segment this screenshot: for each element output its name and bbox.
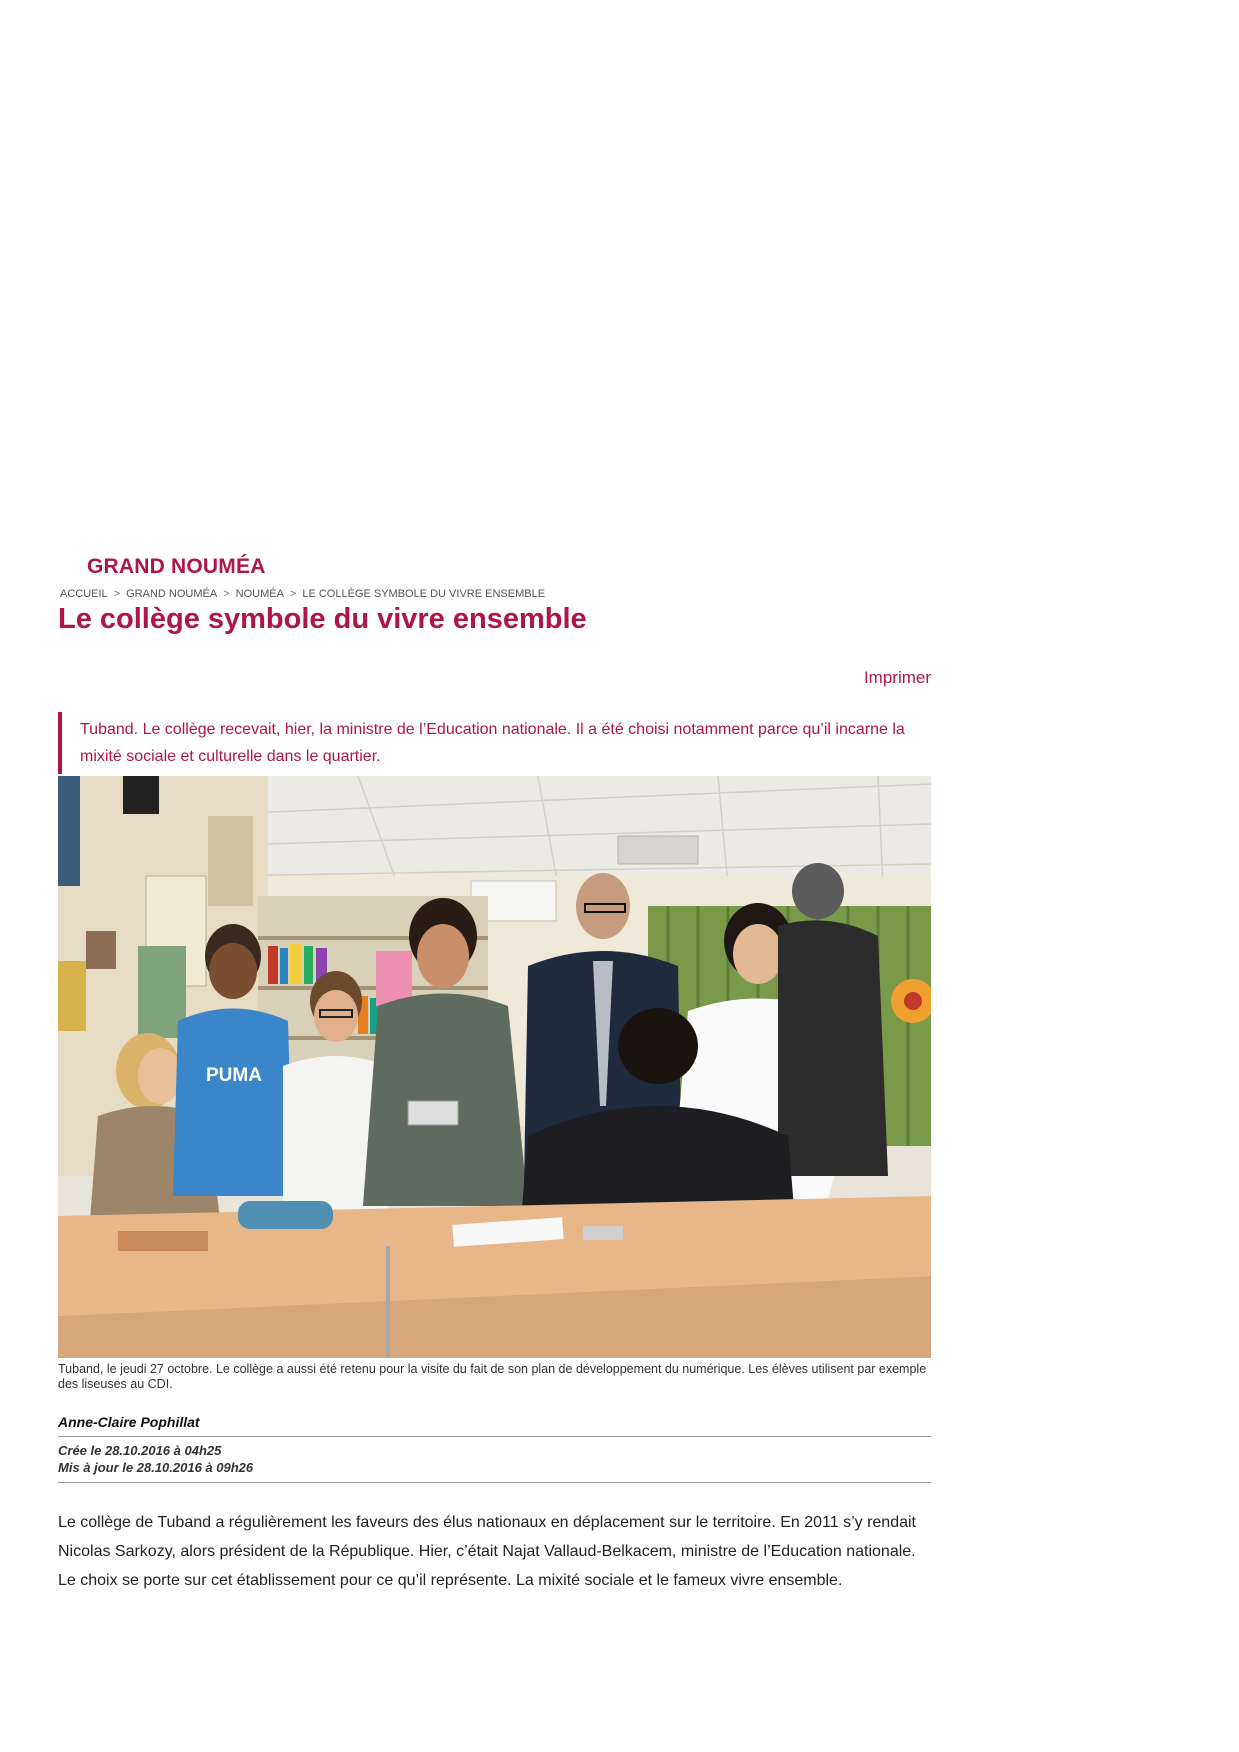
article-lead: Tuband. Le collège recevait, hier, la ministre de l’Education nationale. Il a été choisi notamment parce qu’il incarne la mixité sociale et culturelle dans le quartier. [58,712,931,774]
breadcrumb-item-current[interactable]: LE COLLÈGE SYMBOLE DU VIVRE ENSEMBLE [302,588,546,600]
puma-shirt-text: PUMA [206,1065,262,1086]
print-link[interactable]: Imprimer [863,668,931,687]
updated-date: Mis à jour le 28.10.2016 à 09h26 [58,1460,254,1475]
breadcrumb-separator: > [113,588,121,600]
breadcrumb-separator: > [223,588,230,600]
author-name: Anne-Claire Pophillat [58,1414,931,1437]
breadcrumb [60,588,545,600]
article-photo [58,776,931,1358]
breadcrumb-item-grand-noumea[interactable]: GRAND NOUMÉA [126,588,218,600]
created-date: Crée le 28.10.2016 à 04h25 [58,1443,222,1458]
article-title: Le collège symbole du vivre ensemble [58,603,587,635]
article-dates [58,1442,931,1483]
breadcrumb-item-home[interactable]: ACCUEIL [60,588,108,600]
breadcrumb-item-noumea[interactable]: NOUMÉA [235,588,284,600]
breadcrumb-separator: > [289,588,297,600]
section-title: GRAND NOUMÉA [87,555,266,578]
article-body: Le collège de Tuband a régulièrement les faveurs des élus nationaux en déplacement sur le territoire. En 2011 s’y rendait Nicolas Sarkozy, alors président de la République. Hier, c’était Najat Vallaud-Belkacem, ministre de l’Education nationale. Le choix se porte sur cet établissement pour ce qu’il représente. La mixité sociale et le fameux vivre ensemble. [58,1514,916,1589]
photo-caption: Tuband, le jeudi 27 octobre. Le collège a aussi été retenu pour la visite du fait de son plan de développement du numérique. Les élèves utilisent par exemple des liseuses au CDI. [58,1362,927,1391]
